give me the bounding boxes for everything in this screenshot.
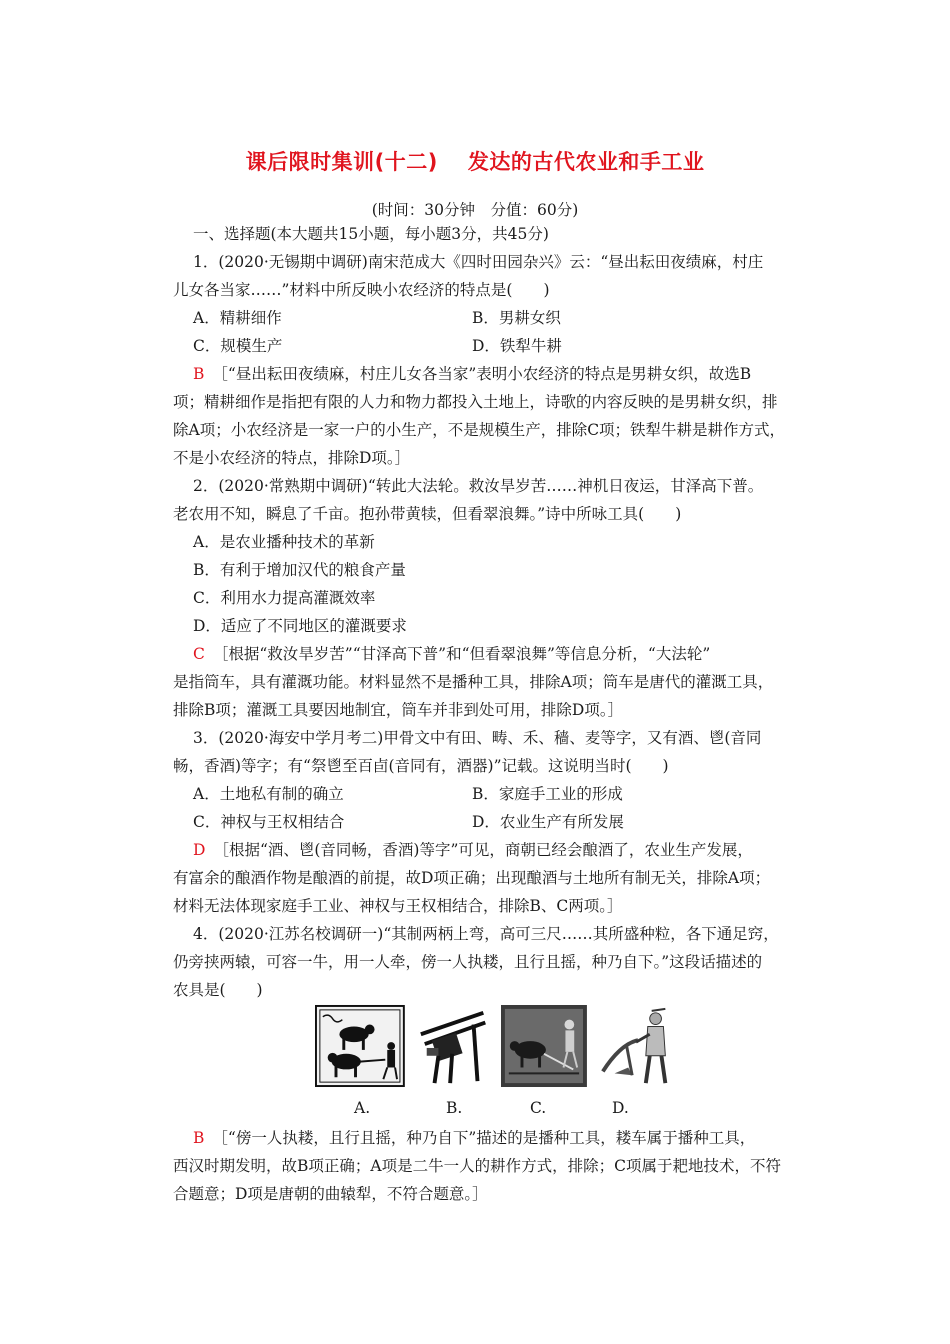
q4-explanation-line <box>193 1128 755 1148</box>
q2-option-c: C．利用水力提高灌溉效率 <box>193 589 376 607</box>
q2-option-a: A．是农业播种技术的革新 <box>193 533 375 551</box>
q3-explanation-line <box>193 840 753 860</box>
q1-explanation-line: 项；精耕细作是指把有限的人力和物力都投入土地上，诗歌的内容反映的是男耕女织，排 <box>173 393 778 411</box>
q1-option-d: D．铁犁牛耕 <box>472 337 562 355</box>
q1-explanation-line: 除A项；小农经济是一家一户的小生产，不是规模生产，排除C项；铁犁牛耕是耕作方式， <box>173 421 786 439</box>
q1-stem-line: 儿女各当家……”材料中所反映小农经济的特点是( ) <box>173 281 550 299</box>
q2-explanation-line: 是指筒车，具有灌溉功能。材料显然不是播种工具，排除A项；筒车是唐代的灌溉工具， <box>173 673 774 691</box>
page-title <box>0 146 950 176</box>
q1-option-c: C．规模生产 <box>193 337 283 355</box>
q2-explanation-line <box>193 644 710 664</box>
q1-exp-text: ［“昼出耘田夜绩麻，村庄儿女各当家”表明小农经济的特点是男耕女织，故选B <box>212 365 752 383</box>
q2-explanation-line: 排除B项；灌溉工具要因地制宜，筒车并非到处可用，排除D项。］ <box>173 701 624 719</box>
section-heading: 一、选择题(本大题共15小题，每小题3分，共45分) <box>193 225 549 243</box>
q3-exp-text: ［根据“酒、鬯(音同畅，香酒)等字”可见，商朝已经会酿酒了，农业生产发展， <box>213 841 753 859</box>
q2-answer: C <box>193 645 205 663</box>
q3-stem-line: 畅，香酒)等字；有“祭鬯至百卣(音同有，酒器)”记载。这说明当时( ) <box>173 757 669 775</box>
fig-label-c: C. <box>530 1099 547 1117</box>
q1-answer: B <box>193 365 205 383</box>
time-info: (时间：30分钟 分值：60分) <box>371 201 579 219</box>
q4-stem-line: 4．(2020·江苏名校调研一)“其制两柄上弯，高可三尺……其所盛种粒，各下通足窍， <box>193 925 779 943</box>
fig-c-mural-image <box>501 1004 587 1088</box>
q1-explanation-line: 不是小农经济的特点，排除D项。］ <box>173 449 411 467</box>
q2-option-d: D．适应了不同地区的灌溉要求 <box>193 617 407 635</box>
title-main: 课后限时集训(十二) <box>245 150 438 174</box>
q4-explanation-line: 西汉时期发明，故B项正确；A项是二牛一人的耕作方式，排除；C项属于耙地技术，不符 <box>173 1157 781 1175</box>
q4-stem-line: 仍旁挟两辕，可容一牛，用一人牵，傍一人执耧，且行且摇，种乃自下。”这段话描述的 <box>173 953 763 971</box>
q3-stem-line: 3．(2020·海安中学月考二)甲骨文中有田、畴、禾、穑、麦等字，又有酒、鬯(音同 <box>193 729 762 747</box>
q1-explanation-line <box>193 364 751 384</box>
q2-stem-line: 2．(2020·常熟期中调研)“转此大法轮。救汝旱岁苦……神机日夜运，甘泽高下普。 <box>193 477 764 495</box>
q4-exp-text: ［“傍一人执耧，且行且摇，种乃自下”描述的是播种工具，耧车属于播种工具， <box>212 1129 756 1147</box>
q3-option-a: A．土地私有制的确立 <box>193 785 344 803</box>
q3-option-d: D．农业生产有所发展 <box>472 813 624 831</box>
q2-exp-text: ［根据“救汝旱岁苦”“甘泽高下普”和“但看翠浪舞”等信息分析，“大法轮” <box>212 645 711 663</box>
title-sub: 发达的古代农业和手工业 <box>467 150 705 174</box>
fig-b-seed-drill-image <box>415 1004 491 1088</box>
fig-label-a: A. <box>354 1099 371 1117</box>
fig-label-d: D. <box>612 1099 629 1117</box>
q4-answer: B <box>193 1129 205 1147</box>
q4-stem-line: 农具是( ) <box>173 981 263 999</box>
q3-option-b: B．家庭手工业的形成 <box>472 785 623 803</box>
fig-label-b: B. <box>446 1099 463 1117</box>
q4-figures <box>315 1000 675 1088</box>
fig-d-curved-plough-image <box>597 1004 675 1088</box>
q4-explanation-line: 合题意；D项是唐朝的曲辕犁，不符合题意。］ <box>173 1185 488 1203</box>
fig-a-ox-plough-image <box>315 1004 405 1088</box>
q3-option-c: C．神权与王权相结合 <box>193 813 345 831</box>
q1-option-a: A．精耕细作 <box>193 309 282 327</box>
q2-stem-line: 老农用不知，瞬息了千亩。抱孙带黄犊，但看翠浪舞。”诗中所咏工具( ) <box>173 505 682 523</box>
q2-option-b: B．有利于增加汉代的粮食产量 <box>193 561 406 579</box>
q3-answer: D <box>193 841 206 859</box>
q1-option-b: B．男耕女织 <box>472 309 561 327</box>
q3-explanation-line: 材料无法体现家庭手工业、神权与王权相结合，排除B、C两项。］ <box>173 897 623 915</box>
q1-stem-line: 1．(2020·无锡期中调研)南宋范成大《四时田园杂兴》云：“昼出耘田夜绩麻，村庄 <box>193 253 764 271</box>
q3-explanation-line: 有富余的酿酒作物是酿酒的前提，故D项正确；出现酿酒与土地所有制无关，排除A项； <box>173 869 771 887</box>
